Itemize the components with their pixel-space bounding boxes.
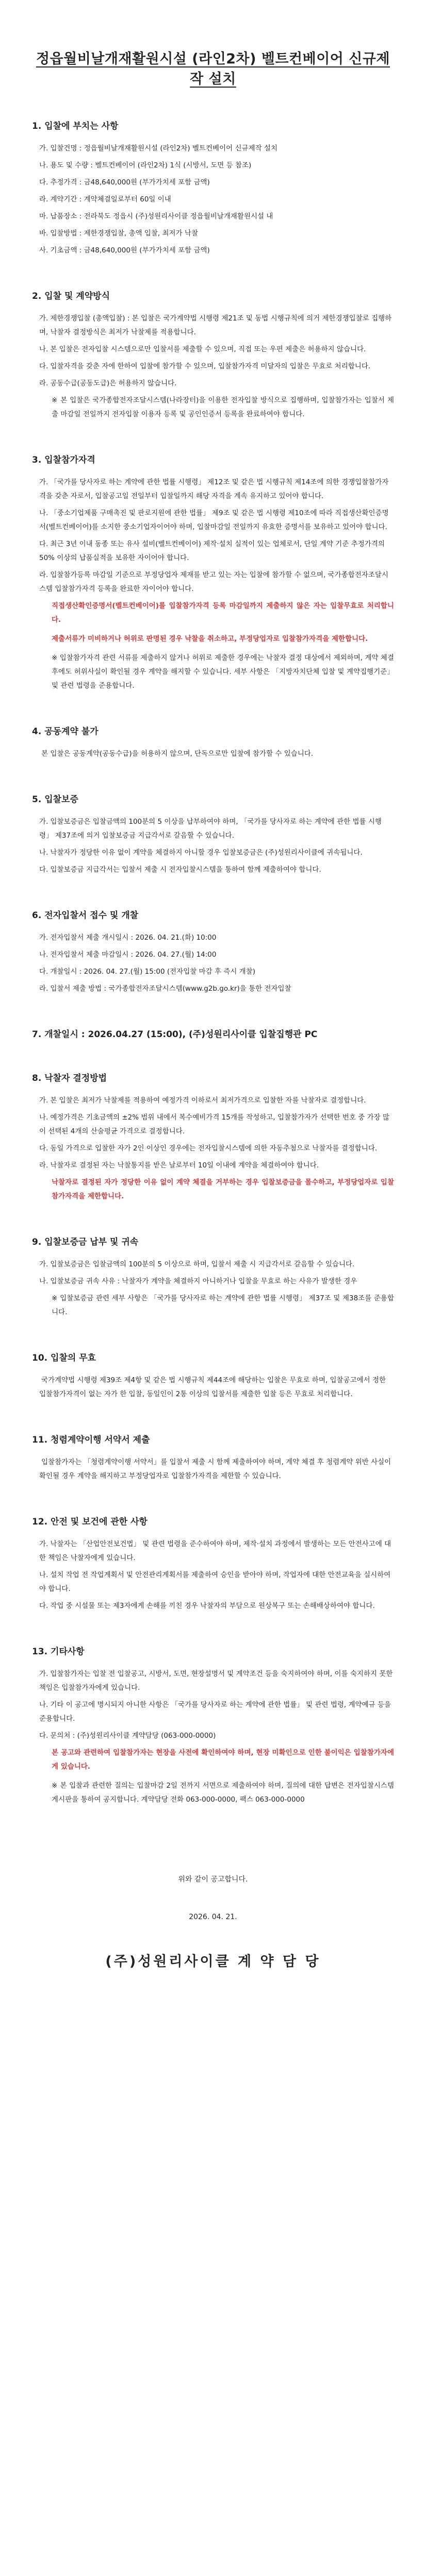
item-text: 낙찰자로 결정된 자는 낙찰통지를 받은 날로부터 10일 이내에 계약을 체결하여야 합니다. — [50, 1161, 319, 1170]
section-item — [32, 931, 394, 945]
item-text: 입찰보증금은 입찰금액의 100분의 5 이상으로 하며, 입찰서 제출 시 지급각서로 갈음할 수 있습니다. — [50, 1260, 355, 1268]
item-number: 다. — [39, 540, 48, 548]
document-section — [32, 452, 394, 693]
item-number: 라. — [39, 379, 48, 387]
document-section — [32, 1514, 394, 1613]
highlight-notice: 제출서류가 미비하거나 허위로 판명된 경우 낙찰을 취소하고, 부정당업자로 입찰참가자격을 제한합니다. — [52, 635, 368, 643]
section-item — [32, 1729, 394, 1743]
section-item — [32, 476, 394, 503]
section-item — [32, 1374, 394, 1401]
section-item — [32, 846, 394, 860]
item-number: 가. — [39, 818, 48, 826]
item-text: 입찰보증금은 입찰금액의 100분의 5 이상을 납부하여야 하며, 「국가를 당사자로 하는 계약에 관한 법률 시행령」 제37조에 의거 입찰보증금 지급각서로 갈음할 수 있습니다. — [39, 818, 382, 840]
section-heading: 8. 낙찰자 결정방법 — [32, 1073, 107, 1083]
document-section — [32, 1027, 394, 1040]
section-item — [32, 1258, 394, 1272]
document-section — [32, 1350, 394, 1401]
item-number: 가. — [39, 1540, 48, 1548]
document-section — [32, 1432, 394, 1483]
item-number: 가. — [39, 934, 48, 942]
item-text: 납품장소 : 전라북도 정읍시 (주)성원리사이클 정읍월비날개재활원시설 내 — [50, 212, 273, 221]
section-item — [32, 568, 394, 596]
section-item — [32, 176, 394, 190]
item-number: 사. — [39, 246, 48, 255]
item-text: 예정가격은 기초금액의 ±2% 범위 내에서 복수예비가격 15개를 작성하고, 입찰참가자가 선택한 번호 중 가장 많이 선택된 4개의 산술평균 가격으로 결정합니다. — [39, 1113, 390, 1136]
document-section — [32, 1071, 394, 1204]
document-section — [32, 289, 394, 421]
closing-block — [32, 1874, 394, 1970]
item-number: 라. — [39, 985, 48, 993]
item-text: 「국가를 당사자로 하는 계약에 관한 법률 시행령」 제12조 및 같은 법 시행규칙 제14조에 의한 경쟁입찰참가자격을 갖춘 자로서, 입찰공고일 전일부터 입찰일까지 해당 자격을 계속 유지하고 있어야 합니다. — [39, 478, 389, 500]
item-number: 라. — [39, 1161, 48, 1170]
item-number: 라. — [39, 571, 48, 579]
item-number: 라. — [39, 195, 48, 204]
section-item — [32, 312, 394, 340]
item-number: 다. — [39, 1602, 48, 1610]
section-heading: 3. 입찰참가자격 — [32, 455, 95, 465]
section-note: ※ 입찰보증금 관련 세부 사항은 「국가를 당사자로 하는 계약에 관한 법률 시행령」 제37조 및 제38조를 준용합니다. — [52, 1294, 394, 1316]
section-item — [32, 815, 394, 843]
item-text: 입찰서 제출 방법 : 국가종합전자조달시스템(www.g2b.go.kr)을 통한 전자입찰 — [50, 985, 291, 993]
item-text: 개찰일시 : 2026. 04. 27.(월) 15:00 (전자입찰 마감 후 즉시 개찰) — [50, 968, 256, 976]
item-text: 입찰보증금 지급각서는 입찰서 제출 시 전자입찰시스템을 통하여 함께 제출하여야 합니다. — [50, 866, 321, 874]
section-item — [32, 377, 394, 391]
item-number: 가. — [39, 1096, 48, 1105]
item-text: 입찰방법 : 제한경쟁입찰, 총액 입찰, 최저가 낙찰 — [50, 229, 199, 238]
item-number: 다. — [39, 178, 48, 187]
document-section — [32, 1644, 394, 1807]
item-text: 최근 3년 이내 동종 또는 유사 설비(벨트컨베이어) 제작·설치 실적이 있는 업체로서, 단일 계약 기준 추정가격의 50% 이상의 납품실적을 보유한 자이어야 합니다. — [39, 540, 385, 562]
item-number: 다. — [39, 866, 48, 874]
item-text: 기초금액 : 금48,640,000원 (부가가치세 포함 금액) — [50, 246, 210, 255]
item-text: 국가계약법 시행령 제39조 제4항 및 같은 법 시행규칙 제44조에 해당하는 입찰은 무효로 하며, 입찰공고에서 정한 입찰참가자격이 없는 자가 한 입찰, 동일인이 2통 이상의 입찰서를 제출한 입찰 등은 무효로 처리합니다. — [39, 1376, 386, 1398]
section-heading: 7. 개찰일시 : 2026.04.27 (15:00), (주)성원리사이클 입찰집행관 PC — [32, 1029, 318, 1040]
item-number: 다. — [39, 1144, 48, 1153]
item-text: 입찰건명 : 정읍월비날개재활원시설 (라인2차) 벨트컨베이어 신규제작 설치 — [50, 144, 277, 152]
item-number: 나. — [39, 161, 48, 170]
section-heading: 10. 입찰의 무효 — [32, 1353, 96, 1363]
item-text: 기타 이 공고에 명시되지 아니한 사항은 「국가를 당사자로 하는 계약에 관한 법률」 및 관련 법령, 계약예규 등을 준용합니다. — [39, 1701, 391, 1723]
section-note: ※ 본 입찰과 관련한 질의는 입찰마감 2일 전까지 서면으로 제출하여야 하며, 질의에 대한 답변은 전자입찰시스템 게시판을 통하여 공지합니다. 계약담당 전화 063-000-0000, 팩스 063-000-0000 — [52, 1782, 394, 1804]
section-item — [32, 982, 394, 996]
item-number: 나. — [39, 1277, 48, 1285]
item-number: 다. — [39, 1732, 48, 1740]
item-number: 바. — [39, 229, 48, 238]
section-note: ※ 본 입찰은 국가종합전자조달시스템(나라장터)을 이용한 전자입찰 방식으로 집행하며, 입찰참가자는 입찰서 제출 마감일 전일까지 전자입찰 이용자 등록 및 공인인증서 등록을 완료하여야 합니다. — [52, 396, 394, 418]
section-item — [32, 1159, 394, 1173]
item-number: 나. — [39, 509, 48, 517]
item-text: 본 입찰은 전자입찰 시스템으로만 입찰서를 제출할 수 있으며, 직접 또는 우편 제출은 허용하지 않습니다. — [50, 345, 366, 353]
section-item — [32, 948, 394, 962]
section-heading: 1. 입찰에 부치는 사항 — [32, 121, 119, 131]
section-item — [32, 1111, 394, 1139]
item-number: 다. — [39, 362, 48, 370]
section-item — [32, 159, 394, 173]
item-number: 가. — [39, 314, 48, 323]
closing-note: 위와 같이 공고합니다. — [178, 1875, 248, 1884]
item-text: 입찰참가자는 「청렴계약이행 서약서」를 입찰서 제출 시 함께 제출하여야 하며, 계약 체결 후 청렴계약 위반 사실이 확인될 경우 계약을 해지하고 부정당업자로 입찰참가자격을 제한할 수 있습니다. — [39, 1458, 391, 1480]
item-number: 가. — [39, 144, 48, 152]
section-heading: 9. 입찰보증금 납부 및 귀속 — [32, 1237, 139, 1247]
section-heading: 12. 안전 및 보건에 관한 사항 — [32, 1517, 148, 1527]
section-item — [32, 1142, 394, 1156]
item-text: 설치 작업 전 작업계획서 및 안전관리계획서를 제출하여 승인을 받아야 하며, 작업자에 대한 안전교육을 실시하여야 합니다. — [39, 1571, 391, 1593]
item-text: 계약기간 : 계약체결일로부터 60일 이내 — [50, 195, 171, 204]
section-item — [32, 1599, 394, 1613]
item-text: 작업 중 시설물 또는 제3자에게 손해를 끼친 경우 낙찰자의 부담으로 원상복구 또는 손해배상하여야 합니다. — [50, 1602, 375, 1610]
section-item — [32, 343, 394, 357]
item-number: 가. — [39, 1670, 48, 1678]
document-section — [32, 724, 394, 761]
section-heading: 6. 전자입찰서 접수 및 개찰 — [32, 910, 139, 921]
item-text: 「중소기업제품 구매촉진 및 판로지원에 관한 법률」 제9조 및 같은 법 시행령 제10조에 따라 직접생산확인증명서(벨트컨베이어)를 소지한 중소기업자이어야 하며, 입찰마감일 전일까지 유효한 증명서를 보유하고 있어야 합니다. — [39, 509, 389, 531]
item-text: 본 입찰은 최저가 낙찰제를 적용하여 예정가격 이하로서 최저가격으로 입찰한 자를 낙찰자로 결정합니다. — [50, 1096, 366, 1105]
section-note: ※ 입찰참가자격 관련 서류를 제출하지 않거나 허위로 제출한 경우에는 낙찰자 결정 대상에서 제외하며, 계약 체결 후에도 허위사실이 확인될 경우 계약을 해지할 수 있습니다. 세부 사항은 「지방자치단체 입찰 및 계약집행기준」 및 관련 법령을 준용합니다. — [52, 654, 394, 690]
announcement-sections — [32, 118, 394, 1807]
item-number: 가. — [39, 1260, 48, 1268]
page-title: 정읍월비날개재활원시설 (라인2차) 벨트컨베이어 신규제작 설치 — [36, 51, 390, 87]
item-number: 가. — [39, 478, 48, 486]
item-text: 낙찰자가 정당한 이유 없이 계약을 체결하지 아니할 경우 입찰보증금은 (주)성원리사이클에 귀속됩니다. — [50, 849, 363, 857]
section-item — [32, 244, 394, 258]
document-section — [32, 792, 394, 877]
section-item — [32, 965, 394, 979]
item-text: 제한경쟁입찰 (총액입찰) : 본 입찰은 국가계약법 시행령 제21조 및 동법 시행규칙에 의거 제한경쟁입찰로 집행하며, 낙찰자 결정방식은 최저가 낙찰제를 적용합니다. — [39, 314, 392, 336]
section-item — [32, 227, 394, 241]
section-item — [32, 360, 394, 374]
issuing-organization: (주)성원리사이클 계 약 담 당 — [105, 1954, 321, 1970]
item-text: 전자입찰서 제출 개시일시 : 2026. 04. 21.(화) 10:00 — [50, 934, 217, 942]
document-section — [32, 118, 394, 258]
item-text: 공동수급(공동도급)은 허용하지 않습니다. — [50, 379, 177, 387]
section-item — [32, 1568, 394, 1596]
document-section — [32, 1234, 394, 1319]
item-text: 전자입찰서 제출 마감일시 : 2026. 04. 27.(월) 14:00 — [50, 951, 217, 959]
section-item — [32, 1537, 394, 1565]
item-number: 다. — [39, 968, 48, 976]
section-item — [32, 1698, 394, 1726]
section-item — [32, 537, 394, 565]
item-number: 나. — [39, 849, 48, 857]
announcement-date: 2026. 04. 21. — [189, 1913, 237, 1921]
item-number: 나. — [39, 1701, 48, 1709]
item-text: 낙찰자는 「산업안전보건법」 및 관련 법령을 준수하여야 하며, 제작·설치 과정에서 발생하는 모든 안전사고에 대한 책임은 낙찰자에게 있습니다. — [39, 1540, 391, 1562]
item-text: 본 입찰은 공동계약(공동수급)을 허용하지 않으며, 단독으로만 입찰에 참가할 수 있습니다. — [41, 750, 314, 758]
section-item — [32, 506, 394, 534]
section-heading: 11. 청렴계약이행 서약서 제출 — [32, 1435, 150, 1445]
item-text: 입찰참가자는 입찰 전 입찰공고, 시방서, 도면, 현장설명서 및 계약조건 등을 숙지하여야 하며, 이를 숙지하지 못한 책임은 입찰참가자에게 있습니다. — [39, 1670, 393, 1692]
section-item — [32, 863, 394, 877]
section-heading: 5. 입찰보증 — [32, 794, 78, 805]
item-text: 문의처 : (주)성원리사이클 계약담당 (063-000-0000) — [50, 1732, 216, 1740]
item-text: 입찰자격을 갖춘 자에 한하여 입찰에 참가할 수 있으며, 입찰참가자격 미달자의 입찰은 무효로 처리합니다. — [50, 362, 371, 370]
item-text: 추정가격 : 금48,640,000원 (부가가치세 포함 금액) — [50, 178, 210, 187]
section-item — [32, 1455, 394, 1483]
section-item — [32, 1275, 394, 1289]
item-number: 나. — [39, 1113, 48, 1122]
section-item — [32, 142, 394, 156]
item-number: 나. — [39, 951, 48, 959]
item-text: 용도 및 수량 : 벨트컨베이어 (라인2차) 1식 (시방서, 도면 등 참조) — [50, 161, 252, 170]
highlight-notice: 직접생산확인증명서(벨트컨베이어)를 입찰참가자격 등록 마감일까지 제출하지 않은 자는 입찰무효로 처리합니다. — [52, 602, 394, 624]
item-number: 나. — [39, 345, 48, 353]
section-heading: 2. 입찰 및 계약방식 — [32, 291, 110, 301]
item-number: 나. — [39, 1571, 48, 1579]
item-text: 입찰참가등록 마감일 기준으로 부정당업자 제재를 받고 있는 자는 입찰에 참가할 수 없으며, 국가종합전자조달시스템 입찰참가자격 등록을 완료한 자이어야 합니다. — [39, 571, 389, 593]
section-item — [32, 193, 394, 207]
section-heading: 13. 기타사항 — [32, 1647, 85, 1657]
section-item — [32, 1667, 394, 1695]
section-item — [32, 747, 394, 761]
section-heading: 4. 공동계약 불가 — [32, 726, 99, 737]
section-item — [32, 1094, 394, 1108]
item-text: 동일 가격으로 입찰한 자가 2인 이상인 경우에는 전자입찰시스템에 의한 자동추첨으로 낙찰자를 결정합니다. — [50, 1144, 378, 1153]
highlight-notice: 본 공고와 관련하여 입찰참가자는 현장을 사전에 확인하여야 하며, 현장 미확인으로 인한 불이익은 입찰참가자에게 있습니다. — [52, 1749, 394, 1771]
item-text: 입찰보증금 귀속 사유 : 낙찰자가 계약을 체결하지 아니하거나 입찰을 무효로 하는 사유가 발생한 경우 — [50, 1277, 357, 1285]
section-item — [32, 210, 394, 224]
document-section — [32, 908, 394, 996]
item-number: 마. — [39, 212, 48, 221]
highlight-notice: 낙찰자로 결정된 자가 정당한 이유 없이 계약 체결을 거부하는 경우 입찰보증금을 몰수하고, 부정당업자로 입찰참가자격을 제한합니다. — [52, 1178, 394, 1200]
